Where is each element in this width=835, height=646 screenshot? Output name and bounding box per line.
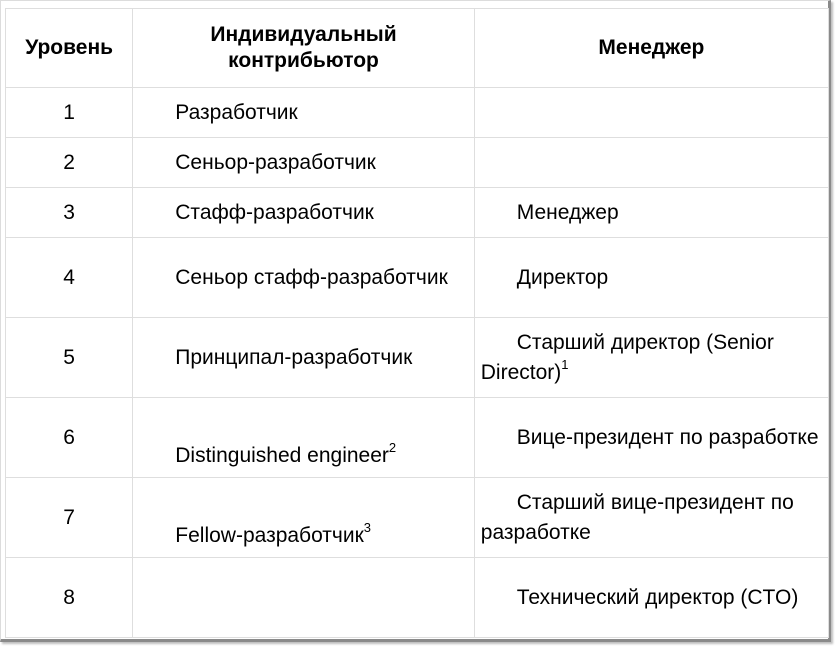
ic-cell: Сеньор стафф-разработчик bbox=[133, 238, 475, 318]
level-cell: 3 bbox=[6, 188, 133, 238]
table-header-row bbox=[6, 9, 829, 88]
manager-cell: Старший директор (Senior Director)$^1$ bbox=[474, 318, 828, 398]
level-cell: 8 bbox=[6, 558, 133, 638]
footnote-marker: 3 bbox=[363, 520, 372, 535]
level-cell: 2 bbox=[6, 138, 133, 188]
manager-cell: Директор bbox=[474, 238, 828, 318]
table-row bbox=[6, 88, 829, 138]
table-row bbox=[6, 318, 829, 398]
header-level: Уровень bbox=[6, 9, 133, 88]
manager-cell bbox=[474, 88, 828, 138]
table-row bbox=[6, 398, 829, 478]
level-cell: 6 bbox=[6, 398, 133, 478]
header-manager: Менеджер bbox=[474, 9, 828, 88]
manager-cell: Старший вице-президент по разработке bbox=[474, 478, 828, 558]
manager-cell: Менеджер bbox=[474, 188, 828, 238]
footnote-marker: 1 bbox=[561, 356, 569, 372]
table-row bbox=[6, 188, 829, 238]
table-row bbox=[6, 558, 829, 638]
manager-cell: Вице-президент по разработке bbox=[474, 398, 828, 478]
level-cell: 1 bbox=[6, 88, 133, 138]
ic-cell: Distinguished engineer$^2$ bbox=[133, 398, 475, 478]
table-row bbox=[6, 478, 829, 558]
manager-cell bbox=[474, 138, 828, 188]
table-row bbox=[6, 138, 829, 188]
career-levels-table bbox=[5, 8, 829, 638]
footnote-marker: 2 bbox=[388, 440, 397, 455]
ic-cell: Fellow-разработчик$^3$ bbox=[133, 478, 475, 558]
table-row bbox=[6, 238, 829, 318]
level-cell: 7 bbox=[6, 478, 133, 558]
ic-cell: Стафф-разработчик bbox=[133, 188, 475, 238]
manager-cell: Технический директор (CTO) bbox=[474, 558, 828, 638]
level-cell: 4 bbox=[6, 238, 133, 318]
ic-cell: Принципал-разработчик bbox=[133, 318, 475, 398]
ic-cell bbox=[133, 558, 475, 638]
ic-cell: Разработчик bbox=[133, 88, 475, 138]
level-cell: 5 bbox=[6, 318, 133, 398]
header-individual-contributor: Индивидуальный контрибьютор bbox=[133, 9, 475, 88]
ic-cell: Сеньор-разработчик bbox=[133, 138, 475, 188]
